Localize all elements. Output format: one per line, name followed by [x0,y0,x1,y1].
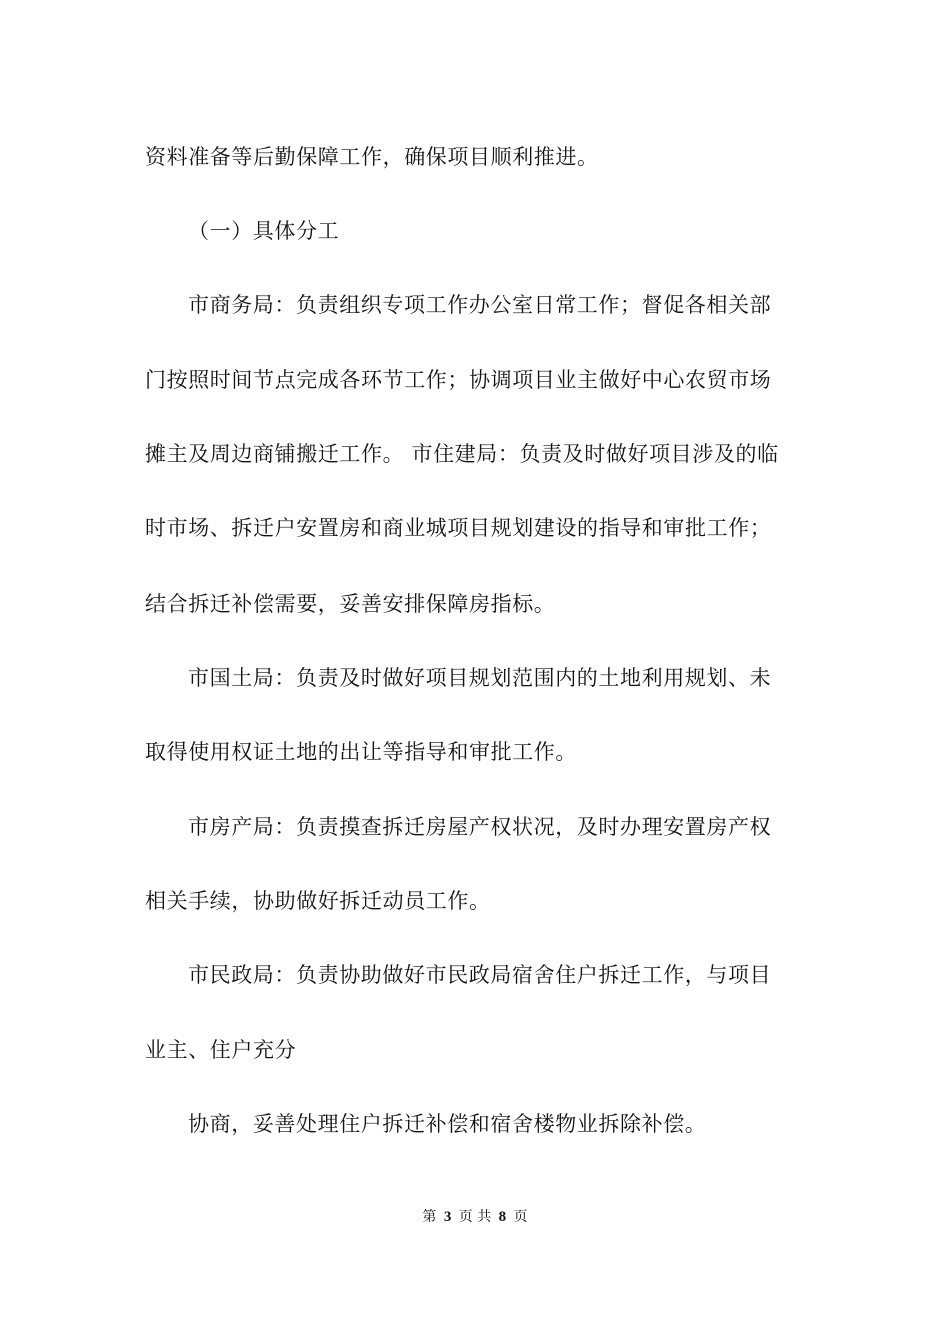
paragraph-line: 时市场、拆迁户安置房和商业城项目规划建设的指导和审批工作； [145,516,772,540]
paragraph-line: 协商，妥善处理住户拆迁补偿和宿舍楼物业拆除补偿。 [188,1112,707,1136]
total-pages-number: 8 [498,1209,507,1225]
paragraph-line: 市房产局：负责摸查拆迁房屋产权状况，及时办理安置房产权 [188,815,772,839]
footer-prefix: 第 [422,1209,437,1225]
paragraph-line: 市商务局：负责组织专项工作办公室日常工作；督促各相关部 [188,293,772,317]
paragraph-line: 业主、住户充分 [145,1038,297,1062]
paragraph-line: 结合拆迁补偿需要，妥善安排保障房指标。 [145,592,556,616]
footer-suffix: 页 [513,1209,528,1225]
paragraph-line: 门按照时间节点完成各环节工作；协调项目业主做好中心农贸市场 [145,368,772,392]
footer-middle: 页 共 [458,1209,492,1225]
page-footer [0,1208,950,1226]
paragraph-line: 市民政局：负责协助做好市民政局宿舍住户拆迁工作，与项目 [188,963,772,987]
paragraph-line: 相关手续，协助做好拆迁动员工作。 [145,889,491,913]
paragraph-line: 摊主及周边商铺搬迁工作。 市住建局：负责及时做好项目涉及的临 [145,442,779,466]
paragraph-line: 资料准备等后勤保障工作，确保项目顺利推进。 [145,145,599,169]
section-heading: （一）具体分工 [188,219,340,243]
paragraph-line: 市国土局：负责及时做好项目规划范围内的土地利用规划、未 [188,666,772,690]
current-page-number: 3 [443,1209,452,1225]
paragraph-line: 取得使用权证土地的出让等指导和审批工作。 [145,740,577,764]
